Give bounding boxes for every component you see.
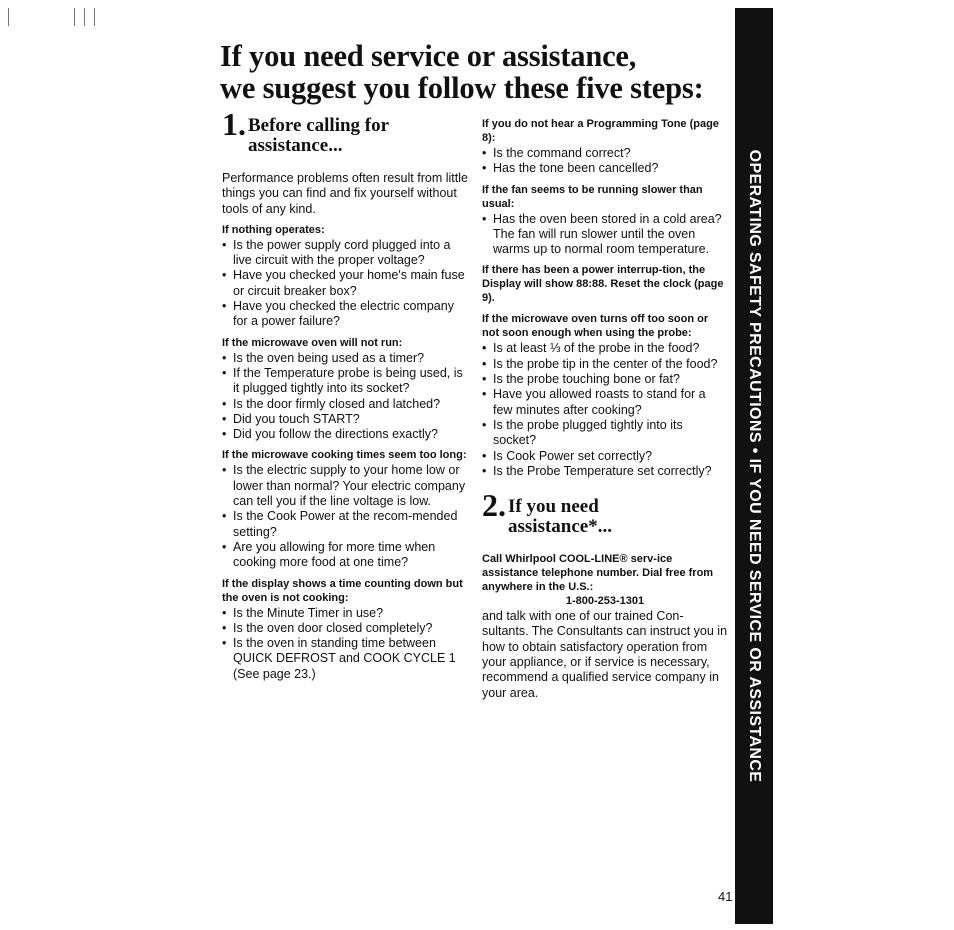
section-power-interruption xyxy=(482,263,728,305)
step-2-title-line-2: assistance*... xyxy=(508,516,612,538)
step-1-title-line-1: Before calling for xyxy=(248,115,390,136)
checklist xyxy=(222,351,468,443)
list-item: • Is the Cook Power at the recom-mended setting? xyxy=(222,509,468,540)
page-title xyxy=(220,40,750,104)
section-oven-will-not-run xyxy=(222,336,468,443)
list-item: • Have you checked your home's main fuse or circuit breaker box? xyxy=(222,268,468,299)
cool-line-phone-number: 1-800-253-1301 xyxy=(565,595,645,608)
list-item: • Is the Probe Temperature set correctly? xyxy=(482,464,728,479)
section-no-programming-tone xyxy=(482,117,728,177)
consultant-description: and talk with one of our trained Con-sultants. The Consultants can instruct you in how to obtain satisfactory operation from your appliance, or if service is necessary, recommend a qualified service company in your area. xyxy=(482,609,728,700)
step-1-number: 1. xyxy=(222,106,246,142)
section-cooking-times-long xyxy=(222,448,468,570)
list-item: • Is the power supply cord plugged into a live circuit with the proper voltage? xyxy=(222,238,468,269)
list-item: • Has the oven been stored in a cold area? The fan will run slower until the oven warms up to normal room temperature. xyxy=(482,212,728,258)
section-probe-timing xyxy=(482,312,728,479)
section-heading: If the microwave oven turns off too soon or not soon enough when using the probe: xyxy=(482,313,709,340)
list-item: • Is the electric supply to your home low or lower than normal? Your electric company can tell you if the line voltage is low. xyxy=(222,463,468,509)
checklist xyxy=(222,606,468,682)
list-item: • Is the oven being used as a timer? xyxy=(222,351,468,366)
list-item: • Did you follow the directions exactly? xyxy=(222,427,468,442)
list-item: • Is at least ⅓ of the probe in the food? xyxy=(482,341,728,356)
scan-mark xyxy=(74,8,75,26)
step-2-number: 2. xyxy=(482,487,506,524)
page-title-line-1: If you need service or assistance, xyxy=(220,39,637,73)
checklist xyxy=(482,146,728,177)
list-item: • Have you allowed roasts to stand for a few minutes after cooking? xyxy=(482,387,728,418)
side-tab-label: OPERATING SAFETY PRECAUTIONS • IF YOU NEED SERVICE OR ASSISTANCE xyxy=(746,149,763,783)
checklist xyxy=(222,463,468,570)
list-item: • Has the tone been cancelled? xyxy=(482,161,728,176)
step-1-intro: Performance problems often result from little things you can find and fix yourself without tools of any kind. xyxy=(222,171,468,216)
list-item: • Is the oven in standing time between QUICK DEFROST and COOK CYCLE 1 (See page 23.) xyxy=(222,636,468,682)
step-2 xyxy=(482,487,728,701)
list-item: • Did you touch START? xyxy=(222,412,468,427)
cool-line-call-instructions: Call Whirlpool COOL-LINE® serv-ice assistance telephone number. Dial free from anywhere in the U.S.: xyxy=(482,553,714,594)
right-column xyxy=(482,117,728,701)
list-item: • Is the door firmly closed and latched? xyxy=(222,397,468,412)
checklist xyxy=(482,341,728,479)
section-heading: If nothing operates: xyxy=(222,223,325,236)
list-item: • Have you checked the electric company for a power failure? xyxy=(222,299,468,330)
section-side-tab xyxy=(735,8,773,924)
section-heading: If you do not hear a Programming Tone (page 8): xyxy=(482,118,719,144)
list-item: • Are you allowing for more time when cooking more food at one time? xyxy=(222,540,468,571)
section-heading: If the display shows a time counting down but the oven is not cooking: xyxy=(222,577,463,604)
section-heading: If the fan seems to be running slower than usual: xyxy=(482,183,703,210)
section-display-counting-down xyxy=(222,577,468,682)
checklist xyxy=(482,212,728,258)
list-item: • Is the command correct? xyxy=(482,146,728,161)
page-number: 41 xyxy=(718,889,733,904)
list-item: • Is Cook Power set correctly? xyxy=(482,449,728,464)
scan-mark xyxy=(94,8,95,26)
list-item: • Is the probe touching bone or fat? xyxy=(482,372,728,387)
left-column xyxy=(222,106,468,688)
list-item: • Is the Minute Timer in use? xyxy=(222,606,468,621)
section-heading: If the microwave oven will not run: xyxy=(222,336,403,349)
checklist xyxy=(222,238,468,330)
list-item: • Is the probe tip in the center of the food? xyxy=(482,357,728,372)
scan-mark xyxy=(8,8,9,26)
step-2-title xyxy=(482,487,728,538)
scan-mark xyxy=(84,8,85,26)
step-1-title xyxy=(222,106,468,156)
list-item: • Is the probe plugged tightly into its socket? xyxy=(482,418,728,449)
step-2-title-line-1: If you need xyxy=(508,496,599,518)
step-1-title-line-2: assistance... xyxy=(248,135,343,156)
list-item: • Is the oven door closed completely? xyxy=(222,621,468,636)
section-heading: If the microwave cooking times seem too long: xyxy=(222,449,467,462)
list-item: • If the Temperature probe is being used, is it plugged tightly into its socket? xyxy=(222,366,468,397)
section-heading: If there has been a power interrup-tion, the Display will show 88:88. Reset the clock (page 9). xyxy=(482,264,724,305)
section-nothing-operates xyxy=(222,223,468,330)
page-title-line-2: we suggest you follow these five steps: xyxy=(220,71,704,105)
section-fan-slow xyxy=(482,183,728,258)
